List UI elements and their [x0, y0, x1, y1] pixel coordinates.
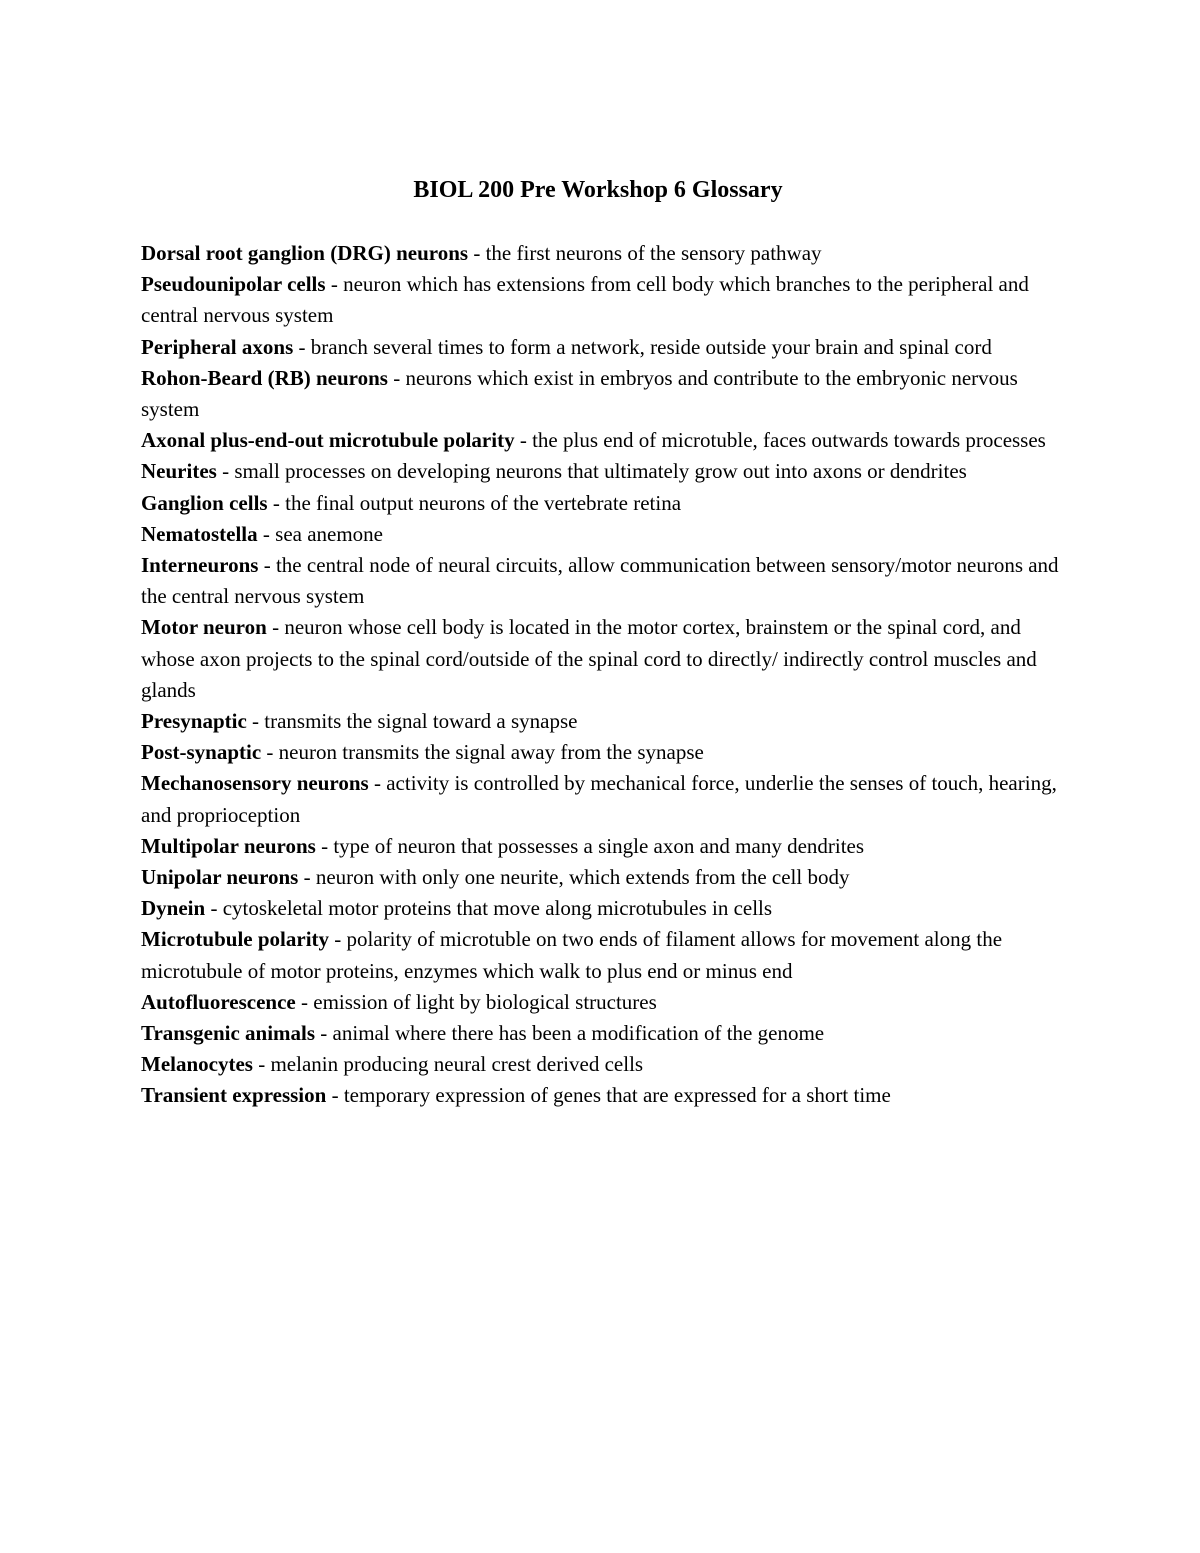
glossary-term: Post-synaptic [141, 740, 262, 765]
glossary-entry: Motor neuron - neuron whose cell body is located in the motor cortex, brainstem or the spinal cord, and whose axon projects to the spinal cord/outside of the spinal cord to directly/ indirectly control muscles and glands [141, 615, 1037, 702]
glossary-entry: Transgenic animals - animal where there has been a modification of the genome [141, 1021, 825, 1046]
glossary-definition: the first neurons of the sensory pathway [485, 241, 822, 265]
glossary-entry: Nematostella - sea anemone [141, 521, 384, 546]
glossary-entry: Transient expression - temporary expression of genes that are expressed for a short time [141, 1083, 891, 1108]
glossary-definition: type of neuron that possesses a single axon and many dendrites [333, 833, 865, 858]
glossary-definition: the final output neurons of the vertebrate retina [285, 490, 682, 515]
glossary-definition: neuron with only one neurite, which extends from the cell body [315, 865, 850, 890]
glossary-definition: emission of light by biological structures [313, 989, 657, 1014]
glossary-entry: Interneurons - the central node of neural circuits, allow communication between sensory/motor neurons and the central nervous system [141, 553, 1059, 609]
glossary-entry: Multipolar neurons - type of neuron that possesses a single axon and many dendrites [141, 833, 865, 858]
glossary-definition: activity is controlled by mechanical force, underlie the senses of touch, hearing, and proprioception [141, 771, 1057, 827]
glossary-term: Pseudounipolar cells [141, 272, 326, 297]
glossary-definition: animal where there has been a modification of the genome [332, 1021, 825, 1046]
glossary-term: Autofluorescence [141, 989, 296, 1014]
glossary-definition: neuron transmits the signal away from the synapse [278, 740, 704, 765]
glossary-term: Microtubule polarity [141, 927, 330, 952]
glossary-definition: neuron whose cell body is located in the motor cortex, brainstem or the spinal cord, and whose axon projects to the spinal cord/outside of the spinal cord to directly/ indirectly control muscles and glands [141, 615, 1037, 702]
glossary-term: Rohon-Beard (RB) neurons [141, 365, 388, 390]
glossary-term: Multipolar neurons [141, 833, 316, 858]
glossary-definition: temporary expression of genes that are expressed for a short time [343, 1083, 891, 1108]
glossary-definition: cytoskeletal motor proteins that move along microtubules in cells [222, 896, 773, 921]
glossary-term: Peripheral axons [141, 334, 294, 359]
glossary-definition: melanin producing neural crest derived cells [270, 1052, 644, 1077]
glossary-term: Dorsal root ganglion (DRG) neurons [141, 241, 469, 265]
glossary-term: Neurites [141, 459, 217, 484]
glossary-term: Unipolar neurons [141, 865, 299, 890]
glossary-entry: Rohon-Beard (RB) neurons - neurons which exist in embryos and contribute to the embryonic nervous system [141, 365, 1018, 422]
glossary-term: Mechanosensory neurons [141, 771, 369, 796]
glossary-definition: neurons which exist in embryos and contribute to the embryonic nervous system [141, 365, 1018, 422]
glossary-entry: Melanocytes - melanin producing neural crest derived cells [141, 1052, 644, 1077]
glossary-term: Transient expression [141, 1083, 327, 1108]
glossary-entry: Mechanosensory neurons - activity is controlled by mechanical force, underlie the senses of touch, hearing, and proprioception [141, 771, 1057, 827]
glossary-definition: the plus end of microtuble, faces outwards towards processes [532, 428, 1046, 453]
glossary-definition: polarity of microtuble on two ends of filament allows for movement along the microtubule of motor proteins, enzymes which walk to plus end or minus end [141, 927, 1003, 983]
glossary-entry: Microtubule polarity - polarity of microtuble on two ends of filament allows for movement along the microtubule of motor proteins, enzymes which walk to plus end or minus end [141, 927, 1003, 983]
glossary-definition: neuron which has extensions from cell body which branches to the peripheral and central nervous system [141, 272, 1029, 328]
glossary-entry: Autofluorescence - emission of light by biological structures [141, 989, 657, 1014]
glossary-entry: Unipolar neurons - neuron with only one neurite, which extends from the cell body [141, 865, 850, 890]
glossary-term: Motor neuron [141, 615, 267, 640]
glossary-entry: Neurites - small processes on developing neurons that ultimately grow out into axons or dendrites [141, 459, 967, 484]
glossary-entry: Dynein - cytoskeletal motor proteins that move along microtubules in cells [141, 896, 773, 921]
glossary-definition: the central node of neural circuits, allow communication between sensory/motor neurons and the central nervous system [141, 553, 1059, 609]
glossary-entry: Peripheral axons - branch several times to form a network, reside outside your brain and spinal cord [141, 334, 992, 359]
glossary-term: Ganglion cells [141, 490, 268, 515]
glossary-term: Nematostella [141, 521, 258, 546]
glossary-entry: Dorsal root ganglion (DRG) neurons - the first neurons of the sensory pathway [141, 241, 822, 265]
glossary-term: Melanocytes [141, 1052, 253, 1077]
glossary-definition: sea anemone [275, 521, 384, 546]
glossary-entry: Axonal plus-end-out microtubule polarity - the plus end of microtuble, faces outwards towards processes [141, 428, 1046, 453]
glossary-definition: transmits the signal toward a synapse [264, 709, 578, 734]
glossary-term: Axonal plus-end-out microtubule polarity [141, 428, 515, 453]
glossary-list [141, 238, 1066, 1112]
glossary-entry: Post-synaptic - neuron transmits the signal away from the synapse [141, 740, 704, 765]
glossary-entry: Pseudounipolar cells - neuron which has extensions from cell body which branches to the peripheral and central nervous system [141, 272, 1029, 328]
glossary-term: Presynaptic [141, 709, 247, 734]
glossary-term: Interneurons [141, 553, 259, 578]
glossary-definition: branch several times to form a network, reside outside your brain and spinal cord [310, 334, 992, 359]
glossary-entry: Ganglion cells - the final output neurons of the vertebrate retina [141, 490, 682, 515]
page-title: BIOL 200 Pre Workshop 6 Glossary [413, 177, 783, 203]
glossary-term: Transgenic animals [141, 1021, 316, 1046]
glossary-entry: Presynaptic - transmits the signal toward a synapse [141, 709, 578, 734]
glossary-definition: small processes on developing neurons that ultimately grow out into axons or dendrites [234, 459, 967, 484]
glossary-term: Dynein [141, 896, 206, 921]
